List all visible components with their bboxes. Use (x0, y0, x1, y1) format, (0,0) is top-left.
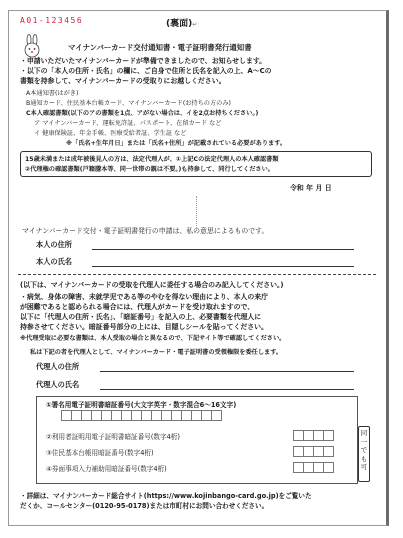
footer-line-2: だくか、コールセンター(0120-95-0178)または市町村にお問い合わせください。 (20, 501, 269, 510)
doc-c-option-i: イ 健康保険証、年金手帳、医療受給者証、学生証 など (34, 130, 187, 137)
document-title: マイナンバーカード交付通知書・電子証明書発行通知書 (68, 43, 252, 52)
proxy-name-label: 代理人の氏名 (36, 380, 80, 389)
date-field[interactable]: 令和 年 月 日 (290, 184, 332, 192)
notice-line-3: 書類を持参して、マイナンバーカードの受取りにお越しください。 (20, 77, 226, 85)
proxy-bullet-1: ・病気、身体の障害、未就学児である等のやむを得ない理由により、本人の来庁 (20, 293, 269, 301)
application-statement: マイナンバーカード交付・電子証明書発行の申請は、私の意思によるものです。 (22, 227, 269, 235)
proxy-bullet-4: 持参させてください。暗証番号部分の上には、目隠しシールを貼ってください。 (20, 323, 268, 331)
pin-4-boxes[interactable] (294, 462, 334, 473)
pin-2-label: ②利用者証明用電子証明書暗証番号(数字4桁) (46, 433, 180, 441)
doc-c: C本人確認書類(以下のアの書類を1点、アがない場合は、イを2点お持ちください。) (26, 110, 259, 117)
proxy-bullet-2: が困難であると認められる場合には、代理人がカードを受け取れますので、 (20, 303, 255, 311)
side-text: (裏面) (166, 19, 193, 29)
pin-2-boxes[interactable] (294, 430, 334, 441)
cut-line (18, 274, 376, 275)
mascot-rabbit-icon (22, 34, 42, 58)
notice-line-1: ・申請いただいたマイナンバーカードが準備できましたので、お知らせします。 (20, 57, 267, 65)
notice-line-2: ・以下の「本人の住所・氏名」の欄に、ご自身で住所と氏名を記入の上、A〜Cの (20, 67, 272, 75)
proxy-address-field[interactable] (100, 371, 354, 372)
proxy-address-label: 代理人の住所 (36, 362, 80, 371)
doc-a: A本通知書(はがき) (26, 90, 79, 97)
pin-4-label: ④券面事項入力補助用暗証番号(数字4桁) (46, 465, 167, 473)
applicant-name-field[interactable] (92, 266, 354, 267)
fold-guide (196, 196, 197, 228)
doc-b: B通知カード、住民基本台帳カード、マイナンバーカード(お持ちの方のみ) (26, 100, 231, 107)
pin-1-label: ①署名用電子証明書暗証番号(大文字英字・数字混合6〜16文字) (46, 401, 237, 409)
footer-info (20, 492, 312, 511)
applicant-address-label: 本人の住所 (36, 240, 72, 249)
minor-line-2: ②代理権の確認書類(戸籍謄本等、同一世帯の親は不要。)も持参して、同行してください。 (25, 166, 274, 173)
proxy-name-field[interactable] (100, 389, 354, 390)
page-side-label (166, 16, 197, 29)
proxy-note: ※代理受取に必要な書類は、本人受取の場合と異なるので、下記サイト等で確認してください。 (20, 335, 286, 342)
pin-3-label: ③住民基本台帳用暗証番号(数字4桁) (46, 449, 154, 457)
proxy-header: (以下は、マイナンバーカードの受取を代理人に委任する場合のみ記入してください。) (20, 281, 284, 289)
minor-line-1: 15歳未満または成年被後見人の方は、法定代理人が、①上記Cの法定代理人の本人確認書類 (25, 156, 279, 163)
applicant-address-field[interactable] (92, 249, 354, 250)
same-allowed-badge: 同一でも可 (358, 426, 370, 482)
footer-line-1: ・詳細は、マイナンバーカード総合サイト(https://www.kojinbango-card.go.jp)をご覧いた (20, 492, 312, 500)
delegation-statement: 私は下記の者を代理人として、マイナンバーカード・電子証明書の受領権限を委任します。 (30, 349, 283, 356)
doc-c-option-a: ア マイナンバーカード、運転免許証、パスポート、在留カード など (34, 120, 222, 127)
return-mark: ↵ (192, 21, 198, 28)
pin-1-boxes[interactable] (62, 410, 222, 421)
pin-3-boxes[interactable] (294, 446, 334, 457)
proxy-bullet-3: 以下に「代理人の住所・氏名」、「暗証番号」を記入の上、必要書類を代理人に (20, 313, 262, 321)
doc-c-note: ※「氏名+生年月日」または「氏名+住所」が記載されている必要があります。 (66, 140, 287, 147)
applicant-name-label: 本人の氏名 (36, 257, 72, 266)
serial-number: A01-123456 (20, 16, 84, 25)
